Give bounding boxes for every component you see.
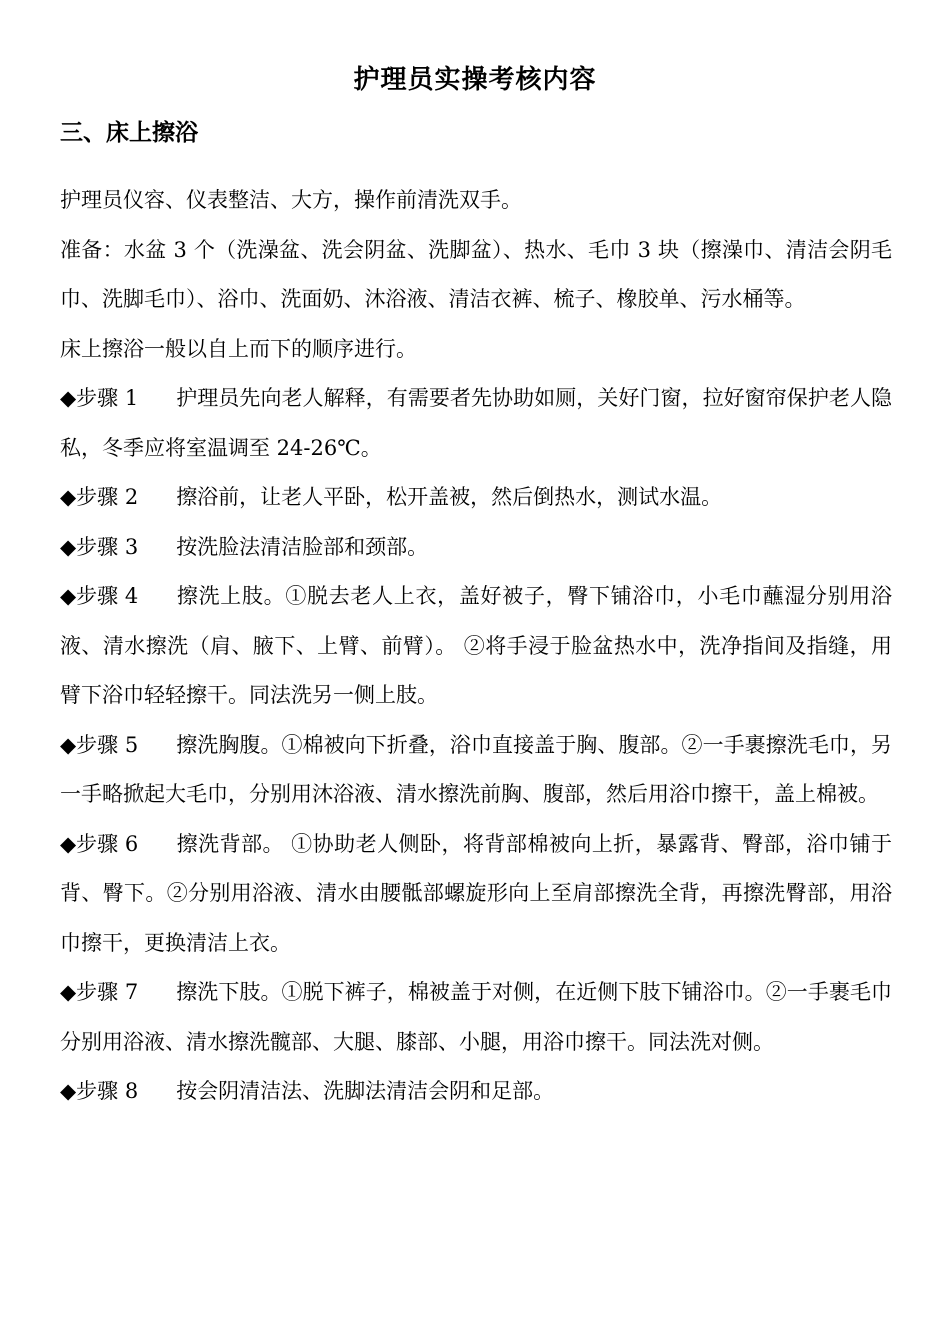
step-marker: ◆步骤 8 (60, 1079, 139, 1103)
preparation-paragraph: 准备：水盆 3 个（洗澡盆、洗会阴盆、洗脚盆）、热水、毛巾 3 块（擦澡巾、清洁会阴毛巾、洗脚毛巾）、浴巾、洗面奶、沐浴液、清洁衣裤、梳子、橡胶单、污水桶等。 (60, 237, 892, 311)
step-paragraph-4 (60, 572, 892, 721)
step-paragraph-1 (60, 374, 892, 473)
step-text: 擦洗下肢。①脱下裤子，棉被盖于对侧，在近侧下肢下铺浴巾。②一手裹毛巾分别用浴液、清水擦洗髋部、大腿、膝部、小腿，用浴巾擦干。同法洗对侧。 (60, 980, 892, 1054)
step-marker: ◆步骤 6 (60, 831, 139, 856)
step-text: 按会阴清洁法、洗脚法清洁会阴和足部。 (176, 1079, 555, 1103)
step-marker: ◆步骤 4 (60, 584, 139, 608)
step-paragraph-3 (60, 523, 892, 573)
step-paragraph-6 (60, 820, 892, 969)
section-heading: 三、床上擦浴 (60, 120, 198, 146)
step-marker: ◆步骤 1 (60, 386, 139, 410)
step-marker: ◆步骤 3 (60, 534, 139, 559)
step-paragraph-8 (60, 1067, 892, 1117)
step-marker: ◆步骤 7 (60, 980, 139, 1004)
step-text: 护理员先向老人解释，有需要者先协助如厕，关好门窗，拉好窗帘保护老人隐私，冬季应将室温调至 24-26℃。 (60, 386, 892, 460)
order-paragraph: 床上擦浴一般以自上而下的顺序进行。 (60, 336, 417, 361)
step-text: 按洗脸法清洁脸部和颈部。 (176, 534, 429, 559)
step-paragraph-7 (60, 968, 892, 1067)
step-marker: ◆步骤 2 (60, 485, 139, 509)
page-title: 护理员实操考核内容 (353, 65, 597, 95)
step-text: 擦浴前，让老人平卧，松开盖被，然后倒热水，测试水温。 (176, 485, 723, 509)
document-body (60, 176, 892, 1117)
step-marker: ◆步骤 5 (60, 732, 139, 757)
step-paragraph-2 (60, 473, 892, 523)
intro-paragraph: 护理员仪容、仪表整洁、大方，操作前清洗双手。 (60, 188, 522, 212)
step-text: 擦洗背部。 ①协助老人侧卧，将背部棉被向上折，暴露背、臀部，浴巾铺于背、臀下。②分别用浴液、清水由腰骶部螺旋形向上至肩部擦洗全背，再擦洗臀部，用浴巾擦干，更换清洁上衣。 (60, 831, 892, 955)
step-text: 擦洗上肢。①脱去老人上衣，盖好被子，臀下铺浴巾，小毛巾蘸湿分别用浴液、清水擦洗（肩、腋下、上臂、前臂）。 ②将手浸于脸盆热水中，洗净指间及指缝，用臂下浴巾轻轻擦干。同法洗另一侧上肢。 (60, 584, 892, 707)
step-text: 擦洗胸腹。①棉被向下折叠，浴巾直接盖于胸、腹部。②一手裹擦洗毛巾，另一手略掀起大毛巾，分别用沐浴液、清水擦洗前胸、腹部，然后用浴巾擦干，盖上棉被。 (60, 732, 892, 806)
step-paragraph-5 (60, 721, 892, 820)
